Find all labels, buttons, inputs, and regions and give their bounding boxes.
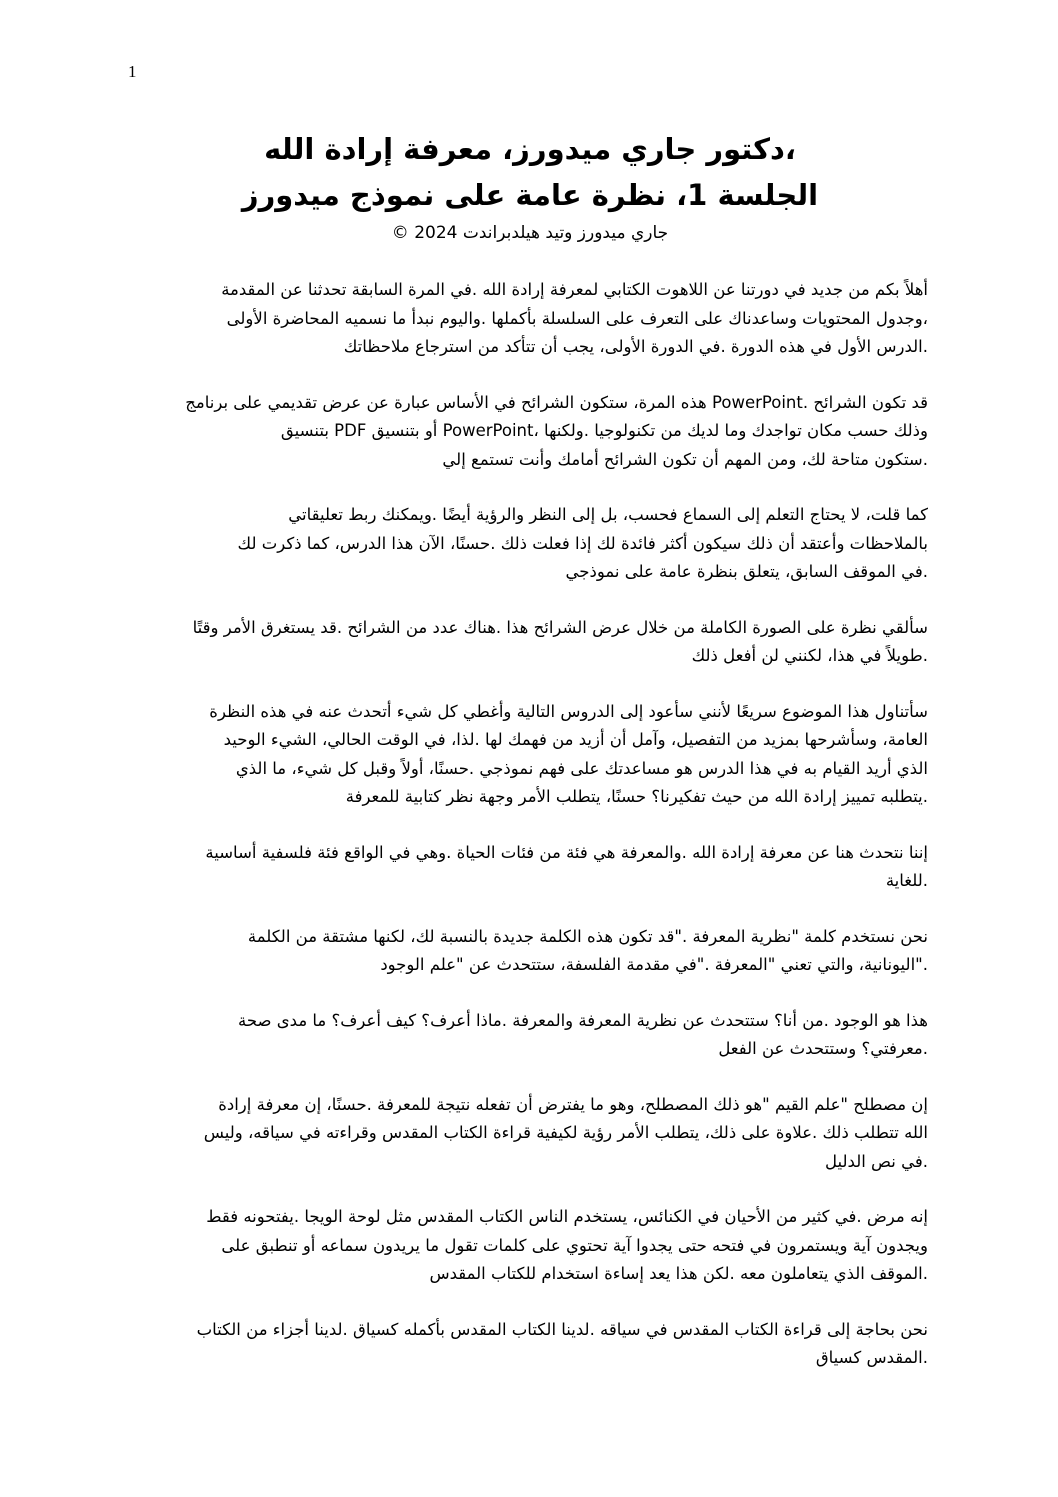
paragraph bbox=[128, 501, 928, 587]
paragraph-line: وذلك حسب مكان تواجدك وما لديك من تكنولوجيا .ولكنها ،PowerPoint أو بتنسيق PDF بتنسيق bbox=[280, 421, 928, 440]
paragraph bbox=[128, 614, 928, 671]
paragraph-line: .معرفتي؟ وستتحدث عن الفعل bbox=[718, 1039, 928, 1058]
paragraph-line: .المقدس كسياق bbox=[815, 1348, 928, 1367]
title-line-2: الجلسة 1، نظرة عامة على نموذج ميدورز bbox=[241, 178, 819, 212]
paragraph bbox=[128, 1007, 928, 1064]
copyright-line: جاري ميدورز وتيد هيلدبراندت 2024 © bbox=[391, 223, 669, 243]
paragraph bbox=[128, 1203, 928, 1289]
paragraph bbox=[128, 839, 928, 896]
paragraph-line: نحن بحاجة إلى قراءة الكتاب المقدس في سياقه .لدينا الكتاب المقدس بأكمله كسياق .لدينا أجزاء من الكتاب bbox=[196, 1319, 928, 1339]
paragraph-line: ويجدون آية ويستمرون في فتحه حتى يجدوا آية تحتوي على كلمات تقول ما يريدون سماعه أو تنطبق على bbox=[221, 1235, 928, 1255]
paragraph-line: نحن نستخدم كلمة "نظرية المعرفة ."قد تكون هذه الكلمة جديدة بالنسبة لك، لكنها مشتقة من الكلمة bbox=[247, 926, 928, 946]
paragraph-line: الله تتطلب ذلك .علاوة على ذلك، يتطلب الأمر رؤية لكيفية قراءة الكتاب المقدس وقراءته في سياقه، وليس bbox=[203, 1123, 928, 1142]
paragraph-line: .في نص الدليل bbox=[825, 1151, 928, 1171]
paragraph-line: .يتطلبه تمييز إرادة الله من حيث تفكيرنا؟ حسنًا، يتطلب الأمر وجهة نظر كتابية للمعرفة bbox=[345, 787, 928, 806]
paragraph bbox=[128, 389, 928, 475]
paragraph-line: .الموقف الذي يتعاملون معه .لكن هذا يعد إساءة استخدام للكتاب المقدس bbox=[429, 1264, 928, 1283]
paragraph-line: قد تكون الشرائح .PowerPoint هذه المرة، ستكون الشرائح في الأساس عبارة عن عرض تقديمي على برنامج bbox=[185, 392, 928, 412]
paragraph-line: .الدرس الأول في هذه الدورة .في الدورة الأولى، يجب أن تتأكد من استرجاع ملاحظاتك bbox=[343, 337, 928, 356]
paragraph-line: .في الموقف السابق، يتعلق بنظرة عامة على نموذجي bbox=[565, 562, 928, 581]
paragraph-line: .ستكون متاحة لك، ومن المهم أن تكون الشرائح أمامك وأنت تستمع إلي bbox=[442, 449, 928, 469]
paragraph-line: .طويلاً في هذا، لكنني لن أفعل ذلك bbox=[691, 646, 928, 665]
paragraph bbox=[128, 276, 928, 362]
paragraph bbox=[128, 1316, 928, 1373]
paragraph bbox=[128, 1091, 928, 1177]
paragraph-line: الذي أريد القيام به في هذا الدرس هو مساعدتك على فهم نموذجي .حسنًا، أولاً وقبل كل شيء، ما الذي bbox=[235, 758, 928, 778]
paragraph-line: هذا هو الوجود .من أنا؟ ستتحدث عن نظرية المعرفة والمعرفة .ماذا أعرف؟ كيف أعرف؟ ما مدى صحة bbox=[237, 1010, 928, 1030]
title-block bbox=[130, 126, 930, 246]
paragraph-line: بالملاحظات وأعتقد أن ذلك سيكون أكثر فائدة لك إذا فعلت ذلك .حسنًا، الآن هذا الدرس، كما ذكرت لك bbox=[237, 533, 928, 553]
paragraph-line: ،وجدول المحتويات وساعدناك على التعرف على السلسلة بأكملها .واليوم نبدأ ما نسميه المحاضرة الأولى bbox=[226, 308, 928, 328]
paragraph-line: كما قلت، لا يحتاج التعلم إلى السماع فحسب، بل إلى النظر والرؤية أيضًا .ويمكنك ربط تعليقاتي bbox=[288, 505, 928, 524]
paragraph-line: سألقي نظرة على الصورة الكاملة من خلال عرض الشرائح هذا .هناك عدد من الشرائح .قد يستغرق الأمر وقتًا bbox=[192, 617, 928, 637]
paragraph-line: إنه مرض .في كثير من الأحيان في الكنائس، يستخدم الناس الكتاب المقدس مثل لوحة الويجا .يفتحونه فقط bbox=[206, 1207, 928, 1226]
paragraph-line: سأتناول هذا الموضوع سريعًا لأنني سأعود إلى الدروس التالية وأغطي كل شيء أتحدث عنه في هذه النظرة bbox=[209, 701, 928, 721]
paragraph-line: العامة، وسأشرحها بمزيد من التفصيل، وآمل أن أزيد من فهمك لها .لذا، في الوقت الحالي، الشيء الوحيد bbox=[223, 730, 928, 749]
title-line-1: ،دكتور جاري ميدورز، معرفة إرادة الله bbox=[264, 132, 796, 166]
body-text bbox=[128, 276, 928, 1400]
paragraph-line: أهلاً بكم من جديد في دورتنا عن اللاهوت الكتابي لمعرفة إرادة الله .في المرة السابقة تحدثنا عن المقدمة bbox=[221, 280, 928, 299]
paragraph bbox=[128, 698, 928, 812]
paragraph-line: إننا نتحدث هنا عن معرفة إرادة الله .والمعرفة هي فئة من فئات الحياة .وهي في الواقع فئة فلسفية أساسية bbox=[205, 842, 928, 862]
paragraph-line: .للغاية bbox=[885, 871, 928, 890]
paragraph-line: ."اليونانية، والتي تعني "المعرفة ."في مقدمة الفلسفة، ستتحدث عن "علم الوجود bbox=[380, 955, 928, 974]
paragraph-line: إن مصطلح "علم القيم "هو ذلك المصطلح، وهو ما يفترض أن تفعله نتيجة للمعرفة .حسنًا، إن معرفة إرادة bbox=[218, 1094, 928, 1114]
page-number: 1 bbox=[128, 62, 137, 81]
paragraph bbox=[128, 923, 928, 980]
